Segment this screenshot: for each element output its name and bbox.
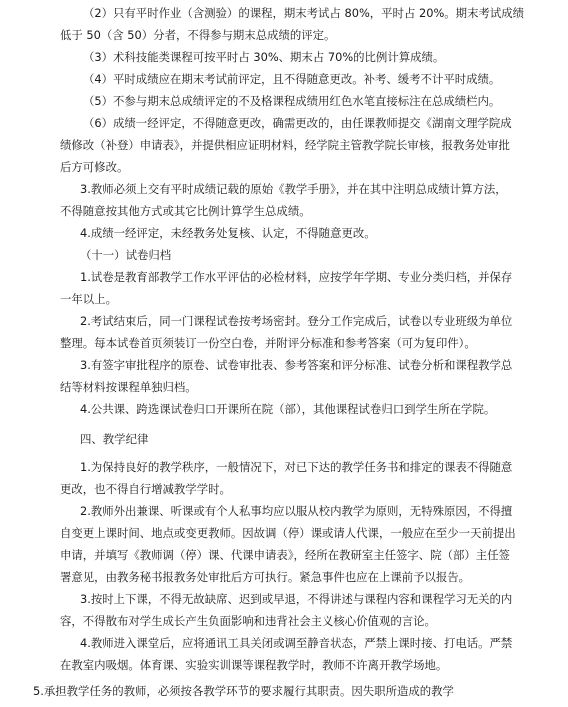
section-heading: （十一）试卷归档 [80,248,172,262]
text-line: 4.教师进入课堂后，应将通讯工具关闭或调至静音状态，严禁上课时接、打电话。严禁 [80,636,513,650]
text-line: （6）成绩一经评定，不得随意更改，确需更改的，由任课教师提交《湖南文理学院成 [83,116,512,130]
text-line: 申请，并填写《教师调（停）课、代课申请表》，经所在教研室主任签字、院（部）主任签 [60,548,510,562]
text-line: 1.试卷是教育部教学工作水平评估的必检材料，应按学年学期、专业分类归档，并保存 [80,270,513,284]
text-line: （3）术科技能类课程可按平时占 30%、期末占 70%的比例计算成绩。 [83,50,445,64]
text-line: 在教室内吸烟。体育课、实验实训课等课程教学时，教师不许离开教学场地。 [60,658,448,672]
text-line: 更改，也不得自行增减教学学时。 [60,482,231,496]
text-line: 3.教师必须上交有平时成绩记载的原始《教学手册》，并在其中注明总成绩计算方法， [80,182,507,196]
text-line: 低于 50（含 50）分者，不得参与期末总成绩的评定。 [60,28,336,42]
text-line: 5.承担教学任务的教师，必须按各教学环节的要求履行其职责。因失职所造成的教学 [33,684,454,698]
section-heading: 四、教学纪律 [80,432,149,446]
text-line: 绩修改（补登）申请表》，并提供相应证明材料，经学院主管教学院长审核，报教务处审批 [60,138,510,152]
text-line: 后方可修改。 [60,160,129,174]
text-line: 整理。每本试卷首页须装订一份空白卷，并附评分标准和参考答案（可为复印件）。 [60,336,476,350]
text-line: （2）只有平时作业（含测验）的课程，期末考试占 80%，平时占 20%。期末考试成绩 [83,6,525,20]
text-line: 一年以上。 [60,292,117,306]
text-line: 2.考试结束后，同一门课程试卷按考场密封。登分工作完成后，试卷以专业班级为单位 [80,314,513,328]
text-line: （5）不参与期末总成绩评定的不及格课程成绩用红色水笔直接标注在总成绩栏内。 [83,94,501,108]
text-line: （4）平时成绩应在期末考试前评定，且不得随意更改。补考、缓考不计平时成绩。 [83,72,501,86]
text-line: 4.成绩一经评定，未经教务处复核、认定，不得随意更改。 [80,226,376,240]
text-line: 4.公共课、跨选课试卷归口开课所在院（部），其他课程试卷归口到学生所在学院。 [80,402,496,416]
text-line: 自变更上课时间、地点或变更教师。因故调（停）课或请人代课，一般应在至少一天前提出 [60,526,516,540]
text-line: 容，不得散布对学生成长产生负面影响和违背社会主义核心价值观的言论。 [60,614,436,628]
text-line: 结等材料按课程单独归档。 [60,380,197,394]
text-line: 3.按时上下课，不得无故缺席、迟到或早退，不得讲述与课程内容和课程学习无关的内 [80,592,513,606]
text-line: 1.为保持良好的教学秩序，一般情况下，对已下达的教学任务书和排定的课表不得随意 [80,460,513,474]
text-line: 不得随意按其他方式或其它比例计算学生总成绩。 [60,204,311,218]
text-line: 3.有签字审批程序的原卷、试卷审批表、参考答案和评分标准、试卷分析和课程教学总 [80,358,513,372]
text-line: 2.教师外出兼课、听课或有个人私事均应以服从校内教学为原则，无特殊原因，不得擅 [80,504,513,518]
text-line: 署意见，由教务秘书报教务处审批后方可执行。紧急事件也应在上课前予以报告。 [60,570,471,584]
